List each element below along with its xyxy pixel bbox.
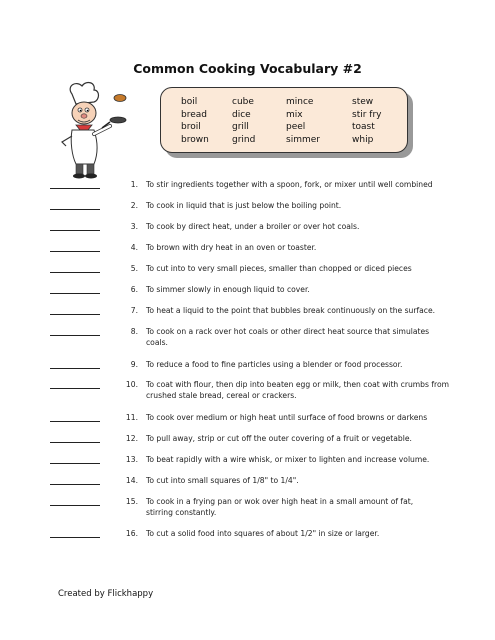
question-number: 4. bbox=[130, 243, 138, 252]
question-number: 6. bbox=[130, 285, 138, 294]
question-number: 5. bbox=[130, 264, 138, 273]
word-bank-word: peel bbox=[286, 122, 306, 133]
word-bank-word: mince bbox=[286, 97, 314, 107]
word-bank-word: stir fry bbox=[352, 109, 382, 120]
word-bank-column bbox=[352, 96, 381, 146]
question-number: 16. bbox=[125, 529, 138, 538]
question-text: To brown with dry heat in an oven or toaster. bbox=[146, 243, 317, 252]
question-number: 10. bbox=[125, 380, 138, 389]
question-text: To cut a solid food into squares of about 1/2" in size or larger. bbox=[146, 529, 380, 538]
word-bank-word: dice bbox=[232, 109, 251, 120]
word-bank-box bbox=[160, 87, 408, 153]
question-text: To cook over medium or high heat until surface of food browns or darkens bbox=[146, 413, 428, 422]
question-text: To cut into to very small pieces, smaller than chopped or diced pieces bbox=[146, 264, 412, 273]
question-text: To cook in a frying pan or wok over high heat in a small amount of fat, stirring constantly. bbox=[146, 497, 414, 517]
question-number: 8. bbox=[130, 327, 138, 336]
word-bank-column bbox=[286, 96, 320, 146]
question-number: 7. bbox=[130, 306, 138, 315]
word-bank-word: mix bbox=[286, 109, 303, 120]
question-text: To cook in liquid that is just below the boiling point. bbox=[146, 201, 342, 210]
question-number: 2. bbox=[130, 201, 138, 210]
question-number: 3. bbox=[130, 222, 138, 231]
word-bank-word: bread bbox=[181, 109, 207, 120]
question-number: 13. bbox=[125, 455, 138, 464]
chef-illustration bbox=[58, 80, 138, 180]
word-bank-word: cube bbox=[232, 97, 254, 107]
credit-footer: Created by Flickhappy bbox=[58, 589, 154, 599]
word-bank-word: stew bbox=[352, 97, 374, 107]
question-text: To cook on a rack over hot coals or other direct heat source that simulates coals. bbox=[146, 327, 430, 347]
question-number: 12. bbox=[125, 434, 138, 443]
word-bank-word: grind bbox=[232, 134, 256, 145]
question-text: To simmer slowly in enough liquid to cover. bbox=[146, 285, 310, 294]
question-text: To pull away, strip or cut off the outer covering of a fruit or vegetable. bbox=[146, 434, 412, 443]
word-bank-word: boil bbox=[181, 97, 198, 107]
question-number: 14. bbox=[125, 476, 138, 485]
word-bank-column bbox=[232, 96, 255, 146]
word-bank-column bbox=[181, 96, 209, 146]
question-text: To cook by direct heat, under a broiler or over hot coals. bbox=[146, 222, 360, 231]
question-number: 1. bbox=[130, 180, 138, 189]
question-text: To cut into small squares of 1/8" to 1/4". bbox=[146, 476, 299, 485]
question-text: To beat rapidly with a wire whisk, or mixer to lighten and increase volume. bbox=[146, 455, 430, 464]
page-title: Common Cooking Vocabulary #2 bbox=[133, 61, 362, 76]
word-bank-word: simmer bbox=[286, 134, 320, 145]
word-bank-word: whip bbox=[352, 134, 374, 145]
question-number: 11. bbox=[125, 413, 138, 422]
word-bank-word: brown bbox=[181, 134, 209, 145]
word-bank-word: grill bbox=[232, 122, 249, 133]
question-text: To coat with flour, then dip into beaten egg or milk, then coat with crumbs from crushed stale bread, cereal or crackers. bbox=[146, 380, 450, 400]
question-text: To stir ingredients together with a spoon, fork, or mixer until well combined bbox=[146, 180, 433, 189]
question-number: 9. bbox=[130, 360, 138, 369]
word-bank-word: toast bbox=[352, 122, 375, 133]
question-text: To heat a liquid to the point that bubbles break continuously on the surface. bbox=[146, 306, 436, 315]
word-bank-word: broil bbox=[181, 122, 201, 133]
question-text: To reduce a food to fine particles using a blender or food processor. bbox=[146, 360, 403, 369]
question-number: 15. bbox=[125, 497, 138, 506]
